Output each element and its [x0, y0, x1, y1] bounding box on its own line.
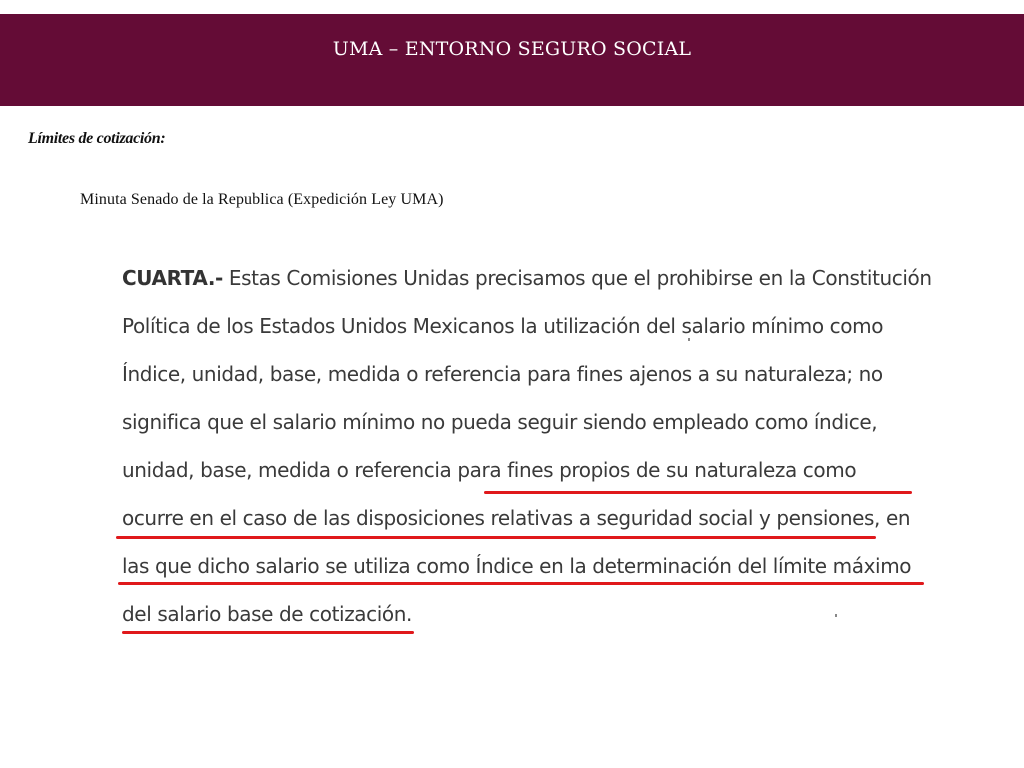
excerpt-line	[122, 498, 922, 546]
excerpt-line	[122, 450, 922, 498]
excerpt-line-text: Índice, unidad, base, medida o referencia para fines ajenos a su naturaleza; no	[122, 362, 883, 386]
scan-speck	[688, 338, 690, 341]
excerpt-line-text: unidad, base, medida o referencia para fines propios de su naturaleza como	[122, 458, 857, 482]
excerpt-line	[122, 258, 932, 306]
highlight-underline	[484, 491, 912, 494]
excerpt-line-text: significa que el salario mínimo no pueda seguir siendo empleado como índice,	[122, 410, 878, 434]
excerpt-line-text: las que dicho salario se utiliza como Índice en la determinación del límite máximo	[122, 554, 912, 578]
excerpt-line	[122, 306, 922, 354]
slide-title: UMA – ENTORNO SEGURO SOCIAL	[332, 38, 692, 60]
excerpt-line	[122, 402, 922, 450]
highlight-underline	[116, 536, 876, 539]
excerpt-line	[122, 594, 922, 642]
excerpt-line-text: del salario base de cotización.	[122, 602, 412, 626]
excerpt-lead: CUARTA.-	[122, 266, 223, 290]
excerpt-line-text: Estas Comisiones Unidas precisamos que el prohibirse en la Constitución	[222, 266, 932, 290]
excerpt-line-text: Política de los Estados Unidos Mexicanos la utilización del salario mínimo como	[122, 314, 884, 338]
excerpt-line	[122, 354, 922, 402]
section-heading: Límites de cotización:	[28, 130, 166, 147]
excerpt-line-text: ocurre en el caso de las disposiciones relativas a seguridad social y pensiones, en	[122, 506, 911, 530]
excerpt-line	[122, 546, 922, 594]
scan-speck	[835, 614, 837, 617]
header-band	[0, 14, 1024, 106]
highlight-underline	[118, 582, 924, 585]
highlight-underline	[122, 631, 414, 634]
source-reference: Minuta Senado de la Republica (Expedición Ley UMA)	[80, 191, 444, 208]
scanned-excerpt	[122, 258, 932, 642]
